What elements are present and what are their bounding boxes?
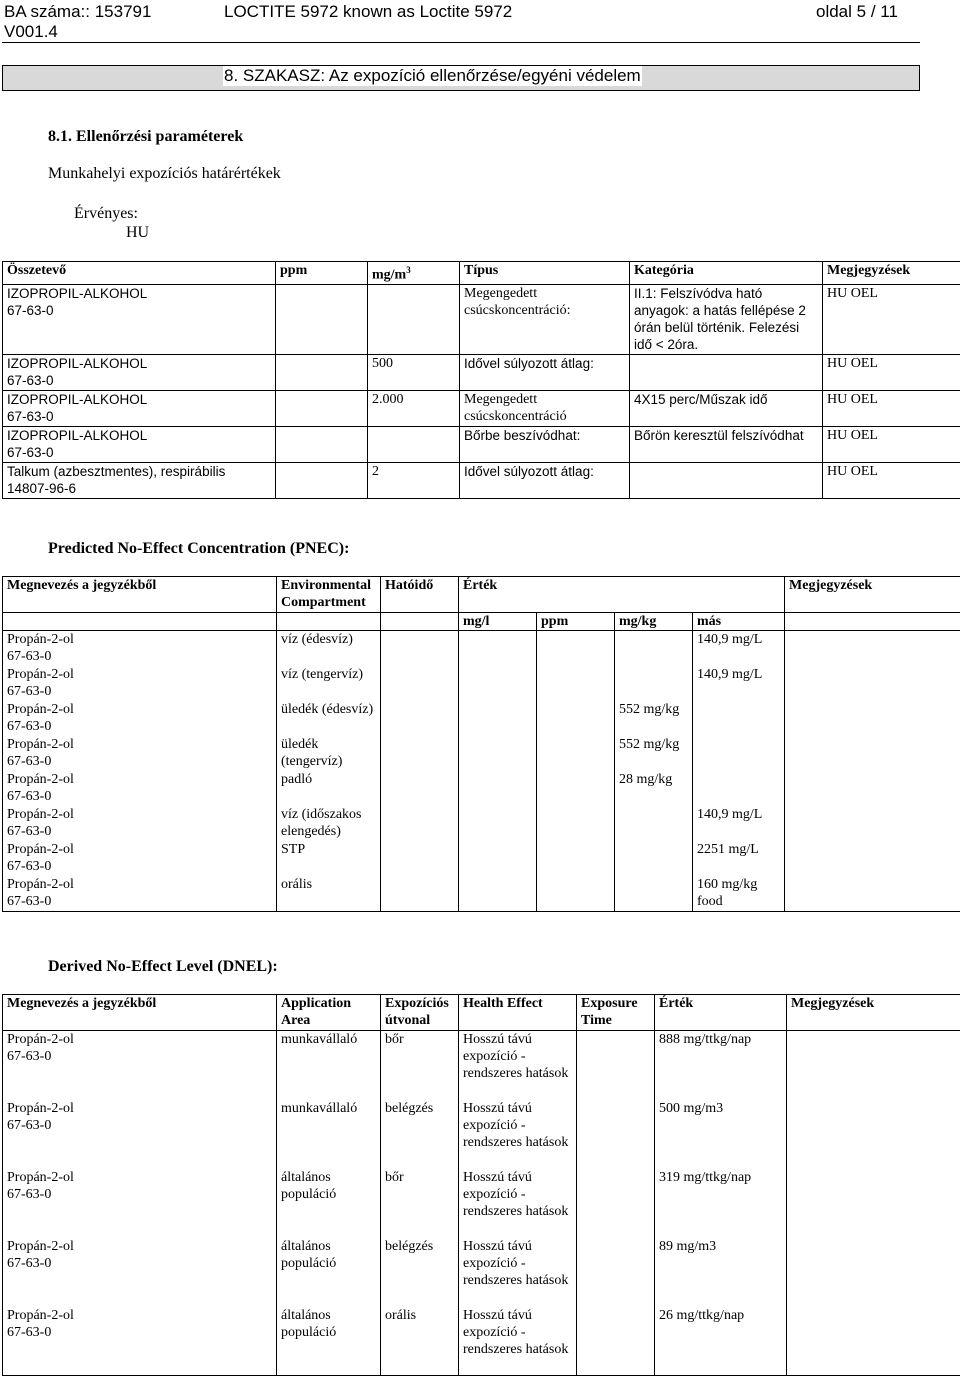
pnec-table [2, 576, 960, 912]
substance-name: Propán-2-ol [7, 736, 74, 752]
table-row [3, 841, 960, 876]
note-cell [785, 701, 960, 736]
substance-name: Propán-2-ol [7, 1169, 74, 1185]
cas-number: 67-63-0 [7, 302, 54, 318]
column-header: Megnevezés a jegyzékből [3, 995, 277, 1031]
section-title: 8. SZAKASZ: Az expozíció ellenőrzése/egyéni védelem [224, 66, 641, 85]
subcolumn-header: mg/l [459, 613, 537, 631]
area-cell: általános populáció [277, 1307, 381, 1376]
column-header-text: mg/m [372, 267, 407, 283]
route-cell: orális [381, 1307, 459, 1376]
category-cell: 4X15 perc/Műszak idő [630, 390, 823, 426]
column-header: Exposure Time [577, 995, 655, 1031]
substance-name: Talkum (azbesztmentes), respirábilis [7, 463, 226, 479]
table-row [3, 426, 960, 462]
table-row [3, 354, 960, 390]
valid-label: Érvényes: [74, 205, 138, 222]
substance-cell [3, 771, 277, 806]
mgm3-cell [368, 426, 460, 462]
category-cell [630, 462, 823, 498]
mgkg-cell: 552 mg/kg [615, 701, 693, 736]
cas-number: 67-63-0 [7, 408, 54, 424]
mgkg-cell [615, 631, 693, 666]
value-cell: 89 mg/m3 [655, 1238, 787, 1307]
cas-number: 67-63-0 [7, 1324, 52, 1340]
table-subheader-row [3, 613, 960, 631]
note-cell [785, 631, 960, 666]
substance-name: Propán-2-ol [7, 1100, 74, 1116]
other-cell [693, 736, 785, 771]
note-cell [787, 1031, 960, 1100]
note-cell [785, 771, 960, 806]
mgl-cell [459, 876, 537, 912]
mgm3-cell: 2.000 [368, 390, 460, 426]
column-header: Megjegyzések [787, 995, 960, 1031]
ppm-cell [537, 666, 615, 701]
cas-number: 67-63-0 [7, 1049, 52, 1064]
substance-name: IZOPROPIL-ALKOHOL [7, 355, 148, 371]
mgkg-cell [615, 806, 693, 841]
compartment-cell: víz (tengervíz) [277, 666, 381, 701]
substance-cell [3, 631, 277, 666]
area-cell: munkavállaló [277, 1100, 381, 1169]
workplace-limits-title: Munkahelyi expozíciós határértékek [48, 165, 281, 182]
time-cell [577, 1238, 655, 1307]
route-cell: belégzés [381, 1100, 459, 1169]
mgm3-cell [368, 284, 460, 354]
cas-number: 67-63-0 [7, 1186, 52, 1202]
note-cell: HU OEL [823, 354, 960, 390]
table-row [3, 1031, 960, 1100]
note-cell [785, 806, 960, 841]
table-row [3, 1169, 960, 1238]
column-header: Összetevő [3, 262, 276, 285]
substance-cell [3, 841, 277, 876]
valid-value: HU [126, 224, 150, 241]
substance-cell [3, 736, 277, 771]
substance-cell [3, 1031, 277, 1100]
column-header: Health Effect [459, 995, 577, 1031]
table-row [3, 666, 960, 701]
cas-number: 67-63-0 [7, 444, 54, 460]
table-row [3, 876, 960, 912]
column-header: Hatóidő [381, 577, 459, 613]
note-cell [785, 841, 960, 876]
mgkg-cell [615, 841, 693, 876]
ppm-cell [276, 390, 368, 426]
effect-cell: Hosszú távú expozíció - rendszeres hatások [459, 1307, 577, 1376]
table-row [3, 1307, 960, 1376]
ppm-cell [537, 771, 615, 806]
mgkg-cell: 28 mg/kg [615, 771, 693, 806]
ppm-cell [537, 736, 615, 771]
mgm3-cell: 500 [368, 354, 460, 390]
route-cell: bőr [381, 1169, 459, 1238]
table-header-row [3, 577, 960, 613]
cas-number: 67-63-0 [7, 372, 54, 388]
ppm-cell [537, 806, 615, 841]
effect-cell: Hosszú távú expozíció - rendszeres hatások [459, 1031, 577, 1100]
substance-name: IZOPROPIL-ALKOHOL [7, 391, 148, 407]
table-row [3, 631, 960, 666]
column-header: Megnevezés a jegyzékből [3, 577, 277, 613]
type-cell: Megengedett csúcskoncentráció [460, 390, 630, 426]
column-header: ppm [276, 262, 368, 285]
cas-number: 67-63-0 [7, 893, 52, 909]
area-cell: általános populáció [277, 1169, 381, 1238]
mgkg-cell [615, 876, 693, 912]
column-header [368, 262, 460, 285]
table-header-row [3, 262, 960, 285]
effect-cell: Hosszú távú expozíció - rendszeres hatások [459, 1169, 577, 1238]
note-cell [785, 666, 960, 701]
substance-cell [3, 876, 277, 912]
mgl-cell [459, 701, 537, 736]
mgkg-cell [615, 666, 693, 701]
time-cell [381, 701, 459, 736]
substance-name: Propán-2-ol [7, 1307, 74, 1323]
route-cell: belégzés [381, 1238, 459, 1307]
substance-name: Propán-2-ol [7, 666, 74, 682]
cas-number: 67-63-0 [7, 823, 52, 839]
substance-cell [3, 390, 276, 426]
column-header: Environmental Compartment [277, 577, 381, 613]
substance-name: Propán-2-ol [7, 1032, 74, 1047]
substance-name: IZOPROPIL-ALKOHOL [7, 285, 148, 301]
cas-number: 67-63-0 [7, 718, 52, 734]
mgm3-cell: 2 [368, 462, 460, 498]
note-cell [787, 1169, 960, 1238]
compartment-cell: üledék (tengervíz) [277, 736, 381, 771]
time-cell [381, 806, 459, 841]
substance-cell [3, 284, 276, 354]
substance-cell [3, 426, 276, 462]
superscript: 3 [406, 265, 411, 275]
other-cell: 140,9 mg/L [693, 806, 785, 841]
column-header: Típus [460, 262, 630, 285]
mgl-cell [459, 666, 537, 701]
ppm-cell [537, 701, 615, 736]
area-cell: általános populáció [277, 1238, 381, 1307]
mgl-cell [459, 736, 537, 771]
table-row [3, 1238, 960, 1307]
mgl-cell [459, 841, 537, 876]
substance-cell [3, 1307, 277, 1376]
cas-number: 67-63-0 [7, 858, 52, 874]
time-cell [381, 841, 459, 876]
column-header: Érték [655, 995, 787, 1031]
substance-name: Propán-2-ol [7, 771, 74, 787]
value-cell: 26 mg/ttkg/nap [655, 1307, 787, 1376]
time-cell [381, 876, 459, 912]
substance-name: IZOPROPIL-ALKOHOL [7, 427, 148, 443]
cas-number: 14807-96-6 [7, 480, 77, 496]
subsection-title: 8.1. Ellenőrzési paraméterek [48, 128, 244, 145]
type-cell: Idővel súlyozott átlag: [460, 462, 630, 498]
compartment-cell: padló [277, 771, 381, 806]
document-id: BA száma:: 153791 [4, 2, 152, 21]
other-cell [693, 701, 785, 736]
subcolumn-header: ppm [537, 613, 615, 631]
compartment-cell: üledék (édesvíz) [277, 701, 381, 736]
table-row [3, 771, 960, 806]
column-header: Application Area [277, 995, 381, 1031]
column-header: Kategória [630, 262, 823, 285]
value-cell: 500 mg/m3 [655, 1100, 787, 1169]
header-divider [2, 42, 920, 43]
cas-number: 67-63-0 [7, 683, 52, 699]
cas-number: 67-63-0 [7, 753, 52, 769]
substance-cell [3, 1100, 277, 1169]
area-cell: munkavállaló [277, 1031, 381, 1100]
column-header: Megjegyzések [785, 577, 960, 613]
page-number: oldal 5 / 11 [816, 2, 898, 21]
ppm-cell [537, 876, 615, 912]
type-cell: Idővel súlyozott átlag: [460, 354, 630, 390]
other-cell [693, 771, 785, 806]
compartment-cell: víz (édesvíz) [277, 631, 381, 666]
ppm-cell [276, 354, 368, 390]
substance-cell [3, 666, 277, 701]
substance-name: Propán-2-ol [7, 1238, 74, 1254]
route-cell: bőr [381, 1031, 459, 1100]
category-cell [630, 354, 823, 390]
dnel-table [2, 994, 960, 1376]
mgl-cell [459, 631, 537, 666]
note-cell: HU OEL [823, 284, 960, 354]
time-cell [381, 736, 459, 771]
substance-name: Propán-2-ol [7, 701, 74, 717]
cas-number: 67-63-0 [7, 1117, 52, 1133]
note-cell: HU OEL [823, 426, 960, 462]
note-cell [787, 1238, 960, 1307]
ppm-cell [537, 841, 615, 876]
time-cell [577, 1169, 655, 1238]
compartment-cell: víz (időszakos elengedés) [277, 806, 381, 841]
substance-name: Propán-2-ol [7, 876, 74, 892]
substance-name: Propán-2-ol [7, 806, 74, 822]
substance-cell [3, 354, 276, 390]
cas-number: 67-63-0 [7, 788, 52, 804]
effect-cell: Hosszú távú expozíció - rendszeres hatások [459, 1238, 577, 1307]
substance-name: Propán-2-ol [7, 841, 74, 857]
compartment-cell: orális [277, 876, 381, 912]
table-row [3, 701, 960, 736]
value-cell: 888 mg/ttkg/nap [655, 1031, 787, 1100]
time-cell [381, 631, 459, 666]
category-cell: II.1: Felszívódva ható anyagok: a hatás fellépése 2 órán belül történik. Felezési idő < 2óra. [630, 284, 823, 354]
table-row [3, 462, 960, 498]
cas-number: 67-63-0 [7, 649, 52, 664]
substance-cell [3, 1169, 277, 1238]
ppm-cell [276, 426, 368, 462]
type-cell: Bőrbe beszívódhat: [460, 426, 630, 462]
value-cell: 319 mg/ttkg/nap [655, 1169, 787, 1238]
mgl-cell [459, 806, 537, 841]
subcolumn-header: mg/kg [615, 613, 693, 631]
time-cell [577, 1307, 655, 1376]
substance-cell [3, 806, 277, 841]
note-cell [787, 1307, 960, 1376]
substance-cell [3, 462, 276, 498]
column-header: Érték [459, 577, 785, 613]
note-cell [787, 1100, 960, 1169]
ppm-cell [276, 284, 368, 354]
time-cell [577, 1031, 655, 1100]
ppm-cell [276, 462, 368, 498]
table-row [3, 284, 960, 354]
table-row [3, 1100, 960, 1169]
ppm-cell [537, 631, 615, 666]
column-header: Megjegyzések [823, 262, 960, 285]
column-header: Expozíciós útvonal [381, 995, 459, 1031]
subcolumn-header: más [693, 613, 785, 631]
substance-cell [3, 701, 277, 736]
mgkg-cell: 552 mg/kg [615, 736, 693, 771]
note-cell [785, 736, 960, 771]
table-row [3, 390, 960, 426]
pnec-title: Predicted No-Effect Concentration (PNEC): [48, 540, 350, 557]
compartment-cell: STP [277, 841, 381, 876]
type-cell: Megengedett csúcskoncentráció: [460, 284, 630, 354]
dnel-title: Derived No-Effect Level (DNEL): [48, 958, 278, 975]
note-cell: HU OEL [823, 462, 960, 498]
cas-number: 67-63-0 [7, 1255, 52, 1271]
category-cell: Bőrön keresztül felszívódhat [630, 426, 823, 462]
other-cell: 2251 mg/L [693, 841, 785, 876]
effect-cell: Hosszú távú expozíció - rendszeres hatások [459, 1100, 577, 1169]
time-cell [577, 1100, 655, 1169]
time-cell [381, 771, 459, 806]
note-cell [785, 876, 960, 912]
time-cell [381, 666, 459, 701]
other-cell: 140,9 mg/L [693, 631, 785, 666]
note-cell: HU OEL [823, 390, 960, 426]
table-row [3, 736, 960, 771]
version-label: V001.4 [4, 22, 58, 41]
substance-name: Propán-2-ol [7, 632, 74, 647]
table-row [3, 806, 960, 841]
oel-table [2, 261, 960, 499]
substance-cell [3, 1238, 277, 1307]
mgl-cell [459, 771, 537, 806]
table-header-row [3, 995, 960, 1031]
product-name: LOCTITE 5972 known as Loctite 5972 [224, 2, 513, 21]
other-cell: 160 mg/kg food [693, 876, 785, 912]
other-cell: 140,9 mg/L [693, 666, 785, 701]
